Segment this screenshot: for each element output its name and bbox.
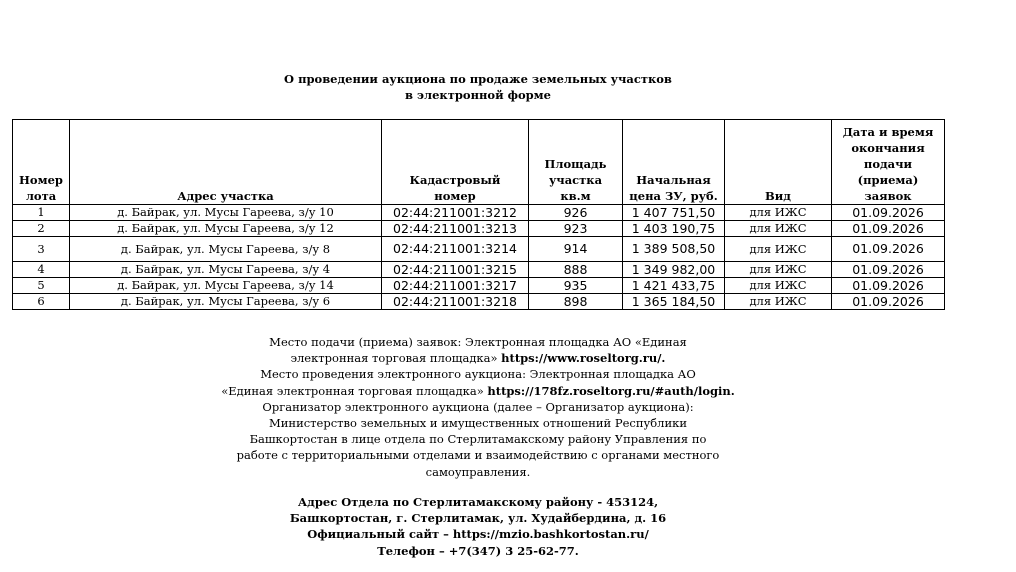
cell-cadastral: 02:44:211001:3214 — [382, 237, 529, 262]
cell-address: д. Байрак, ул. Мусы Гареева, з/у 6 — [70, 294, 382, 310]
cell-area: 898 — [529, 294, 623, 310]
header-kind: Вид — [725, 120, 832, 205]
cell-price: 1 365 184,50 — [623, 294, 725, 310]
info-line: Министерство земельных и имущественных отношений Республики — [268, 416, 688, 431]
cell-deadline: 01.09.2026 — [832, 294, 945, 310]
info-line: Башкортостан в лице отдела по Стерлитамакскому району Управления по — [249, 432, 707, 447]
header-deadline: Дата и время окончания подачи (приема) заявок — [832, 120, 945, 205]
cell-cadastral: 02:44:211001:3217 — [382, 278, 529, 294]
cell-price: 1 389 508,50 — [623, 237, 725, 262]
info-text: электронная торговая площадка» — [290, 351, 502, 366]
cell-kind: для ИЖС — [725, 205, 832, 221]
cell-deadline: 01.09.2026 — [832, 221, 945, 237]
cell-address: д. Байрак, ул. Мусы Гареева, з/у 8 — [70, 237, 382, 262]
lots-table — [12, 119, 945, 310]
roseltorg-auction-link[interactable]: https://178fz.roseltorg.ru/#auth/login. — [487, 383, 735, 398]
cell-deadline: 01.09.2026 — [832, 262, 945, 278]
cell-lot: 2 — [13, 221, 70, 237]
info-line: Место подачи (приема) заявок: Электронная площадка АО «Единая — [269, 335, 687, 349]
cell-kind: для ИЖС — [725, 221, 832, 237]
contacts-phone: Телефон – +7(347) 3 25-62-77. — [377, 543, 579, 558]
cell-cadastral: 02:44:211001:3215 — [382, 262, 529, 278]
info-line — [0, 350, 956, 366]
table-row — [13, 262, 945, 278]
table-row — [13, 278, 945, 294]
cell-address: д. Байрак, ул. Мусы Гареева, з/у 14 — [70, 278, 382, 294]
cell-area: 923 — [529, 221, 623, 237]
cell-cadastral: 02:44:211001:3212 — [382, 205, 529, 221]
table-header-row — [13, 120, 945, 205]
cell-lot: 6 — [13, 294, 70, 310]
cell-deadline: 01.09.2026 — [832, 205, 945, 221]
info-line: Место проведения электронного аукциона: Электронная площадка АО — [260, 367, 696, 382]
contacts-address-cont: Башкортостан, г. Стерлитамак, ул. Худайбердина, д. 16 — [289, 511, 667, 526]
cell-cadastral: 02:44:211001:3218 — [382, 294, 529, 310]
contacts-address: Адрес Отдела по Стерлитамакскому району - 453124, — [297, 495, 659, 509]
table-row — [13, 294, 945, 310]
cell-lot: 3 — [13, 237, 70, 262]
cell-area: 914 — [529, 237, 623, 262]
cell-lot: 4 — [13, 262, 70, 278]
info-text: «Единая электронная торговая площадка» — [221, 383, 488, 398]
header-cadastral-number: Кадастровый номер — [382, 120, 529, 205]
info-line: работе с территориальными отделами и взаимодействию с органами местного — [236, 448, 720, 463]
header-lot-number: Номер лота — [13, 120, 70, 205]
title-line-1: О проведении аукциона по продаже земельных участков — [284, 72, 672, 86]
cell-address: д. Байрак, ул. Мусы Гареева, з/у 10 — [70, 205, 382, 221]
info-line — [0, 383, 956, 399]
contacts-website: Официальный сайт – https://mzio.bashkortostan.ru/ — [307, 527, 649, 542]
cell-area: 935 — [529, 278, 623, 294]
cell-kind: для ИЖС — [725, 278, 832, 294]
cell-kind: для ИЖС — [725, 262, 832, 278]
header-start-price: Начальная цена ЗУ, руб. — [623, 120, 725, 205]
cell-price: 1 403 190,75 — [623, 221, 725, 237]
department-contacts — [0, 494, 956, 559]
document-title — [0, 71, 956, 103]
cell-address: д. Байрак, ул. Мусы Гареева, з/у 12 — [70, 221, 382, 237]
cell-kind: для ИЖС — [725, 294, 832, 310]
cell-price: 1 349 982,00 — [623, 262, 725, 278]
header-address: Адрес участка — [70, 120, 382, 205]
title-line-2: в электронной форме — [405, 88, 551, 102]
cell-price: 1 421 433,75 — [623, 278, 725, 294]
table-row — [13, 237, 945, 262]
cell-price: 1 407 751,50 — [623, 205, 725, 221]
auction-info — [0, 334, 956, 480]
cell-deadline: 01.09.2026 — [832, 237, 945, 262]
table-row — [13, 221, 945, 237]
cell-address: д. Байрак, ул. Мусы Гареева, з/у 4 — [70, 262, 382, 278]
cell-area: 888 — [529, 262, 623, 278]
table-row — [13, 205, 945, 221]
info-line: самоуправления. — [425, 464, 531, 479]
cell-area: 926 — [529, 205, 623, 221]
cell-lot: 5 — [13, 278, 70, 294]
cell-cadastral: 02:44:211001:3213 — [382, 221, 529, 237]
cell-deadline: 01.09.2026 — [832, 278, 945, 294]
info-line: Организатор электронного аукциона (далее – Организатор аукциона): — [262, 399, 694, 414]
cell-lot: 1 — [13, 205, 70, 221]
header-area: Площадь участка кв.м — [529, 120, 623, 205]
roseltorg-link[interactable]: https://www.roseltorg.ru/. — [501, 351, 666, 366]
cell-kind: для ИЖС — [725, 237, 832, 262]
